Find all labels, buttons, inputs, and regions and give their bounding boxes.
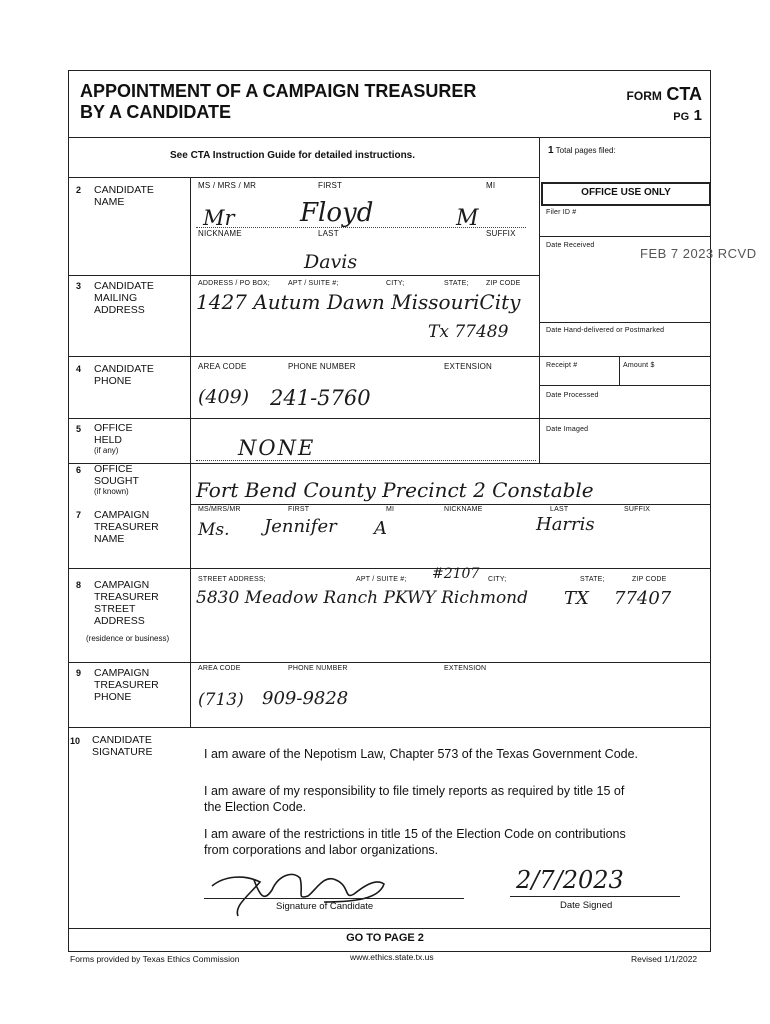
treas-last-label: LAST (550, 506, 569, 513)
total-pages-num: 1 (548, 145, 554, 156)
total-pages (548, 145, 616, 156)
office-sought-value[interactable]: Fort Bend County Precinct 2 Constable (196, 478, 594, 502)
section-3-number: 3 (76, 281, 82, 291)
received-stamp: FEB 7 2023 RCVD (640, 246, 757, 261)
treas-city-label: CITY; (488, 576, 507, 583)
section-9-label: CAMPAIGN TREASURER PHONE (94, 667, 159, 703)
footer-revised: Revised 1/1/2022 (631, 954, 698, 964)
treas-last-value[interactable]: Harris (536, 514, 595, 535)
cand-address-label: ADDRESS / PO BOX; (198, 280, 270, 287)
section-6-number: 6 (76, 465, 82, 475)
reports-statement: I am aware of my responsibility to file timely reports as required by title 15 of the Election Code. (204, 784, 625, 814)
section-2-label: CANDIDATE NAME (94, 184, 154, 208)
treas-prefix-label: MS/MRS/MR (198, 506, 241, 513)
cand-area-label: AREA CODE (198, 362, 247, 371)
treas-state-value[interactable]: TX (564, 588, 589, 609)
date-received-label: Date Received (546, 242, 595, 249)
cand-address-line1[interactable]: 1427 Autum Dawn MissouriCity (196, 290, 521, 314)
cand-ext-label: EXTENSION (444, 362, 493, 371)
treas-street-label: STREET ADDRESS; (198, 576, 266, 583)
treas-suffix-label: SUFFIX (624, 506, 651, 513)
footer-url: www.ethics.state.tx.us (350, 952, 434, 962)
cand-mi-value[interactable]: M (456, 206, 479, 231)
cand-zip-label: ZIP CODE (486, 280, 521, 287)
office-held-value[interactable]: NONE (238, 436, 316, 460)
cand-first-value[interactable]: Floyd (300, 198, 374, 228)
section-10-label: CANDIDATE SIGNATURE (92, 734, 153, 758)
section-9-number: 9 (76, 668, 82, 678)
amount-label: Amount $ (623, 362, 655, 369)
cand-apt-label: APT / SUITE #; (288, 280, 339, 287)
cand-area-value[interactable]: (409) (198, 386, 250, 408)
treas-mi-value[interactable]: A (374, 518, 387, 539)
section-5-number: 5 (76, 424, 82, 434)
section-4-label: CANDIDATE PHONE (94, 363, 154, 387)
cand-last-label: LAST (318, 229, 339, 238)
cand-first-label: FIRST (318, 181, 343, 190)
go-to-page-2: GO TO PAGE 2 (346, 932, 424, 944)
treas-apt-value[interactable]: #2107 (432, 566, 480, 582)
section-5-label: OFFICE HELD (if any) (94, 422, 133, 455)
date-imaged-label: Date Imaged (546, 426, 589, 433)
date-processed-label: Date Processed (546, 392, 599, 399)
section-8-sublabel: (residence or business) (86, 634, 170, 643)
treas-address-value[interactable]: 5830 Meadow Ranch PKWY Richmond (196, 588, 529, 608)
treas-area-label: AREA CODE (198, 665, 241, 672)
cand-address-line2[interactable]: Tx 77489 (428, 322, 509, 342)
treas-zip-value[interactable]: 77407 (614, 588, 672, 609)
treas-state-label: STATE; (580, 576, 605, 583)
treas-area-value[interactable]: (713) (198, 690, 244, 710)
receipt-label: Receipt # (546, 362, 578, 369)
cand-nickname-label: NICKNAME (198, 229, 242, 238)
date-signed-label: Date Signed (560, 900, 613, 911)
office-use-title: OFFICE USE ONLY (581, 187, 671, 198)
date-signed-value[interactable]: 2/7/2023 (516, 866, 624, 894)
section-8-number: 8 (76, 580, 82, 590)
treas-mi-label: MI (386, 506, 395, 513)
footer-provided: Forms provided by Texas Ethics Commission (70, 954, 240, 964)
title-line-2: BY A CANDIDATE (80, 102, 232, 122)
section-10-number: 10 (70, 736, 81, 746)
section-7-label: CAMPAIGN TREASURER NAME (94, 509, 159, 545)
treas-first-label: FIRST (288, 506, 310, 513)
signature-label: Signature of Candidate (276, 901, 374, 912)
treas-first-value[interactable]: Jennifer (264, 516, 337, 537)
date-hand-label: Date Hand-delivered or Postmarked (546, 327, 665, 334)
section-2-number: 2 (76, 185, 82, 195)
treas-apt-label: APT / SUITE #; (356, 576, 407, 583)
cand-state-label: STATE; (444, 280, 469, 287)
total-pages-label: Total pages filed: (555, 146, 616, 155)
title-line-1: APPOINTMENT OF A CAMPAIGN TREASURER (80, 81, 477, 101)
cand-phone-label: PHONE NUMBER (288, 362, 356, 371)
treas-phone-label: PHONE NUMBER (288, 665, 348, 672)
section-3-label: CANDIDATE MAILING ADDRESS (94, 280, 154, 316)
treas-phone-value[interactable]: 909-9828 (262, 688, 349, 709)
treas-zip-label: ZIP CODE (632, 576, 667, 583)
cand-city-label: CITY; (386, 280, 405, 287)
cand-suffix-label: SUFFIX (486, 229, 516, 238)
pg-number: 1 (693, 107, 702, 124)
nepotism-statement: I am aware of the Nepotism Law, Chapter 573 of the Texas Government Code. (204, 747, 639, 761)
cand-prefix-value[interactable]: Mr (203, 206, 235, 230)
form-code-value: CTA (666, 84, 702, 104)
cand-prefix-label: MS / MRS / MR (198, 181, 257, 190)
form-word: FORM (626, 89, 662, 103)
cand-mi-label: MI (486, 181, 496, 190)
section-6-label: OFFICE SOUGHT (if known) (94, 463, 139, 496)
section-4-number: 4 (76, 364, 82, 374)
treas-prefix-value[interactable]: Ms. (198, 520, 230, 540)
cand-last-value[interactable]: Davis (304, 251, 358, 273)
cand-phone-value[interactable]: 241-5760 (270, 386, 371, 410)
filer-id-label: Filer ID # (546, 209, 577, 216)
form-code (627, 84, 702, 125)
treas-nickname-label: NICKNAME (444, 506, 483, 513)
section-7-number: 7 (76, 510, 82, 520)
form-title (80, 81, 476, 123)
restrictions-statement: I am aware of the restrictions in title 15 of the Election Code on contributions from corporations and labor organizations. (204, 827, 626, 857)
treas-ext-label: EXTENSION (444, 665, 487, 672)
section-8-label: CAMPAIGN TREASURER STREET ADDRESS (94, 579, 159, 627)
pg-word: PG (673, 111, 690, 123)
instructions-text: See CTA Instruction Guide for detailed instructions. (170, 150, 416, 161)
